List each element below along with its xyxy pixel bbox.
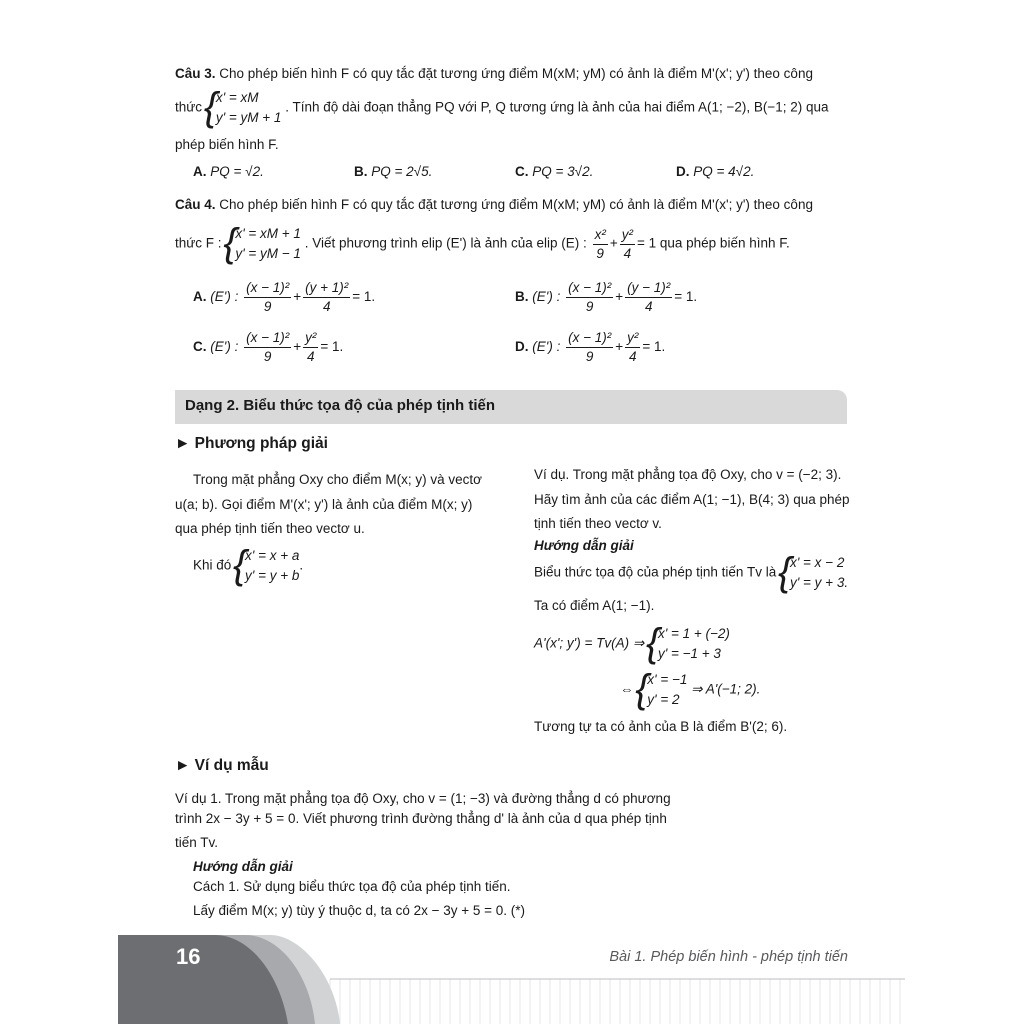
sys-row2: y' = 2 [647,692,680,707]
option-post: = 1. [674,289,698,305]
method-system [235,546,299,586]
q3-system [206,88,282,128]
option-frac1 [244,330,291,365]
frac-den: 4 [307,349,315,364]
sample-heading: ► Ví dụ mẫu [175,757,269,774]
q3-option-b [354,164,432,179]
sys-row1: x' = −1 [647,672,688,687]
sample-l1: Ví dụ 1. Trong mặt phẳng tọa độ Oxy, cho v = (1; −3) và đường thẳng d có phương [175,791,671,806]
option-frac2 [303,330,318,365]
example-l5: Ta có điểm A(1; −1). [534,598,655,613]
option-pre: (E') : [210,289,239,305]
method-heading: ► Phương pháp giải [175,435,328,452]
q3-line3: phép biến hình F. [175,137,279,152]
q3-option-d [676,164,754,179]
option-frac2 [625,280,672,315]
q3-option-c [515,164,593,179]
q4-option-b [515,280,697,315]
sys-row1: x' = 1 + (−2) [657,626,730,641]
option-frac2 [625,330,640,365]
example-system-a [780,553,848,593]
method-p3: qua phép tịnh tiến theo vectơ u. [175,521,365,536]
option-key: D. [676,164,690,179]
l4-text: Biểu thức tọa độ của phép tịnh tiến Tv là [534,564,777,580]
l8-text: ⇒ A'(−1; 2). [691,681,761,697]
q4-frac-x [593,227,608,262]
option-key: D. [515,339,529,355]
example-l3: tịnh tiến theo vectơ v. [534,516,662,531]
q4-sys-row2: y' = yM − 1 [235,246,301,261]
q4-option-a [193,280,375,315]
example-guide: Hướng dẫn giải [534,538,634,553]
frac-den: 9 [263,299,272,314]
sys-row1: x' = x − 2 [789,555,845,570]
q3-label: Câu 3. [175,66,216,81]
example-system-c [637,670,687,710]
q4-text-2b: qua phép biến hình F. [659,235,790,251]
chapter-title: Bài 1. Phép biến hình - phép tịnh tiến [609,949,848,965]
frac-den: 9 [585,349,594,364]
q3-text-1: Cho phép biến hình F có quy tắc đặt tương ứng điểm M(xM; yM) có ảnh là điểm M'(x'; y') theo công [219,66,813,81]
q4-line1 [175,197,813,212]
sys-row2: y' = y + b [245,568,300,583]
frac-den: 9 [596,245,604,261]
plus-sign: + [615,339,624,355]
option-text: PQ = √2. [210,164,264,179]
q3-thuc: thức [175,99,203,115]
option-pre: (E') : [532,339,561,355]
section-header [175,390,847,424]
example-l7 [620,670,760,710]
sample-l3: tiến Tv. [175,835,219,850]
q4-thuc: thức F : [175,235,222,251]
q4-frac-y [620,227,635,262]
option-key: B. [515,289,529,305]
option-key: C. [515,164,529,179]
q3-line1 [175,66,813,81]
sys-row2: y' = y + 3. [789,575,849,590]
sample-guide: Hướng dẫn giải [193,859,293,874]
q3-sys-row2: y' = yM + 1 [215,110,282,125]
frac-num: y² [620,227,635,245]
frac-num: (x − 1)² [244,330,291,348]
page-number: 16 [176,944,201,969]
q4-option-c [193,330,343,365]
option-frac1 [566,280,613,315]
option-key: B. [354,164,368,179]
option-key: C. [193,339,207,355]
example-l2: Hãy tìm ảnh của các điểm A(1; −1), B(4; 3) qua phép [534,492,850,507]
frac-den: 9 [263,349,272,364]
option-post: = 1. [320,339,344,355]
sample-l4: Cách 1. Sử dụng biểu thức tọa độ của phép tịnh tiến. [193,879,511,894]
q4-label: Câu 4. [175,197,216,212]
frac-num: (x − 1)² [244,280,291,298]
method-p2: u(a; b). Gọi điểm M'(x'; y') là ảnh của điểm M(x; y) [175,497,473,512]
option-frac2 [303,280,350,315]
khi-do-label: Khi đó [193,557,232,573]
frac-den: 4 [644,299,653,314]
q3-line2 [175,88,829,128]
plus-sign: + [293,339,302,355]
example-system-b [648,624,730,664]
frac-den: 4 [623,245,632,261]
option-text: PQ = 2√5. [371,164,433,179]
example-l4 [534,553,848,593]
option-frac1 [566,330,613,365]
q4-sys-row1: x' = xM + 1 [235,226,301,241]
q3-text-2: . Tính độ dài đoạn thẳng PQ với P, Q tương ứng là ảnh của hai điểm A(1; −2), B(−1; 2) qua [285,99,829,115]
example-l6 [534,624,730,664]
footer-stripes [330,979,900,1024]
frac-den: 4 [629,349,637,364]
option-pre: (E') : [210,339,239,355]
option-pre: (E') : [532,289,561,305]
q4-system [225,224,301,264]
plus-sign: + [615,289,624,305]
frac-num: (y − 1)² [625,280,672,298]
l6-text: A'(x'; y') = Tv(A) ⇒ [534,635,645,651]
plus-sign: + [293,289,302,305]
sys-row2: y' = −1 + 3 [657,646,721,661]
option-key: A. [193,164,207,179]
q3-option-a [193,164,264,179]
option-frac1 [244,280,291,315]
footer-decoration [0,935,1024,1024]
frac-num: (y + 1)² [303,280,350,298]
sample-l2: trình 2x − 3y + 5 = 0. Viết phương trình đường thẳng d' là ảnh của d qua phép tịnh [175,811,667,826]
frac-num: y² [303,330,318,348]
equals: = 1 [636,235,657,251]
q3-sys-row1: x' = xM [215,90,259,105]
option-key: A. [193,289,207,305]
option-text: PQ = 4√2. [693,164,755,179]
q4-text-2a: . Viết phương trình elip (E') là ảnh của elip (E) : [304,235,587,251]
frac-den: 9 [585,299,594,314]
option-post: = 1. [642,339,666,355]
method-khi-do [193,546,303,586]
frac-num: x² [593,227,608,245]
q4-option-d [515,330,665,365]
q4-line2 [175,224,790,264]
option-text: PQ = 3√2. [532,164,594,179]
plus-sign: + [609,235,618,251]
example-l9: Tương tự ta có ảnh của B là điểm B'(2; 6). [534,719,788,734]
sys-row1: x' = x + a [245,548,300,563]
option-post: = 1. [352,289,376,305]
section-title: Dạng 2. Biểu thức tọa độ của phép tịnh tiến [185,397,496,414]
equiv-sign: ⇔ [620,681,634,697]
frac-num: y² [625,330,640,348]
frac-den: 4 [322,299,331,314]
dot: . [299,557,304,573]
frac-num: (x − 1)² [566,330,613,348]
sample-l5: Lấy điểm M(x; y) tùy ý thuộc d, ta có 2x − 3y + 5 = 0. (*) [193,903,526,918]
frac-num: (x − 1)² [566,280,613,298]
q4-text-1: Cho phép biến hình F có quy tắc đặt tương ứng điểm M(xM; yM) có ảnh là điểm M'(x'; y') theo công [219,197,813,212]
method-p1: Trong mặt phẳng Oxy cho điểm M(x; y) và vectơ [193,472,482,487]
example-l1: Ví dụ. Trong mặt phẳng tọa độ Oxy, cho v = (−2; 3). [534,467,842,482]
